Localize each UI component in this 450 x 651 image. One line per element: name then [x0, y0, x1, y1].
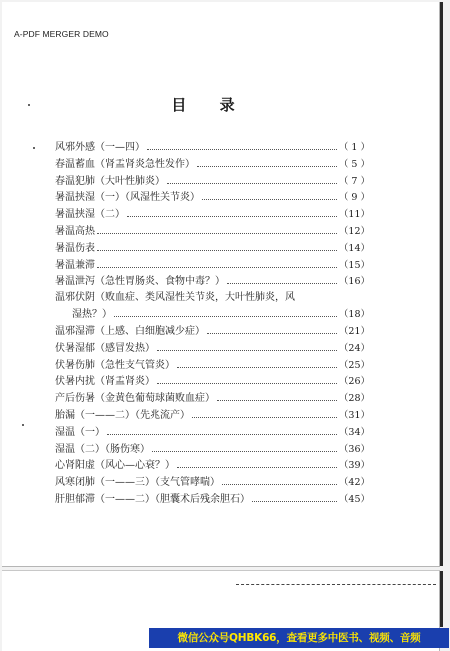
- leader-dots: [207, 325, 337, 334]
- toc-entry: [55, 208, 370, 225]
- toc-entry: [55, 225, 370, 242]
- toc-entry: [55, 359, 370, 376]
- toc-entry-page: （12）: [338, 225, 370, 237]
- toc-entry: [55, 141, 370, 158]
- toc-entry-page: （ 9 ）: [338, 192, 370, 204]
- watermark-text: A-PDF MERGER DEMO: [14, 29, 109, 39]
- toc-entry: [55, 375, 370, 392]
- toc-entry-title: 心肾阳虚（风心—心衰？）: [55, 460, 175, 472]
- toc-entry-page: （36）: [338, 443, 370, 455]
- page-edge-bar: [440, 2, 443, 566]
- leader-dots: [114, 308, 337, 317]
- toc-entry-title: 伏暑湿郁（感冒发热）: [55, 342, 155, 354]
- toc-entry-page: （39）: [338, 460, 370, 472]
- toc-entry-title: 产后伤暑（金黄色葡萄球菌败血症）: [55, 393, 215, 405]
- toc-entry-page: （25）: [338, 359, 370, 371]
- leader-dots: [107, 426, 337, 435]
- toc-entry-title: 湿温（一）: [55, 426, 105, 438]
- toc-entry: [55, 175, 370, 192]
- toc-entry-title: 暑温挟湿（二）: [55, 209, 125, 221]
- toc-entry-page: （26）: [338, 376, 370, 388]
- toc-entry-page: （11）: [338, 209, 370, 221]
- toc-entry: [55, 409, 370, 426]
- toc-entry: [55, 392, 370, 409]
- toc-entry: [55, 158, 370, 175]
- toc-entry: [55, 476, 370, 493]
- leader-dots: [252, 493, 337, 502]
- toc-entry-title: 温邪伏阴（败血症、类风湿性关节炎，大叶性肺炎，风: [55, 292, 295, 304]
- toc-entry-title: 暑温挟湿（一）（风湿性关节炎）: [55, 192, 200, 204]
- page-edge-bar-lower: [440, 571, 443, 627]
- toc-title: 目 录: [171, 96, 249, 114]
- leader-dots: [192, 409, 337, 418]
- scan-speck: [33, 147, 35, 149]
- toc-entry-page: （14）: [338, 242, 370, 254]
- leader-dots: [147, 141, 337, 150]
- leader-dots: [97, 259, 337, 268]
- toc-entry-page: （16）: [338, 276, 370, 288]
- leader-dots: [197, 158, 337, 167]
- toc-entry: [55, 275, 370, 292]
- toc-entry-page: （34）: [338, 426, 370, 438]
- leader-dots: [227, 275, 337, 284]
- toc-entry: [55, 242, 370, 259]
- table-of-contents: [55, 141, 370, 510]
- toc-entry-title: 伏暑内扰（肾盂肾炎）: [55, 376, 155, 388]
- leader-dots: [202, 191, 337, 200]
- toc-entry-title: 胎漏（一——二）（先兆流产）: [55, 409, 190, 421]
- toc-entry-page: （ 5 ）: [338, 158, 370, 170]
- scan-speck: [22, 424, 24, 426]
- toc-entry-page: （31）: [338, 409, 370, 421]
- toc-entry: [55, 191, 370, 208]
- leader-dots: [157, 375, 337, 384]
- toc-entry-page: （24）: [338, 342, 370, 354]
- leader-dots: [97, 225, 337, 234]
- toc-entry: [55, 443, 370, 460]
- toc-entry-title-cont: 湿热？）: [72, 309, 112, 321]
- leader-dots: [127, 208, 337, 217]
- leader-dots: [177, 359, 337, 368]
- dashed-divider: [236, 584, 436, 585]
- toc-entry-title: 暑温高热: [55, 225, 95, 237]
- toc-entry-page: （21）: [338, 325, 370, 337]
- leader-dots: [152, 443, 337, 452]
- toc-entry-page: （ 1 ）: [338, 142, 370, 153]
- toc-entry-title: 春温蓄血（肾盂肾炎急性发作）: [55, 158, 195, 170]
- toc-entry-title: 湿温（二）（肠伤寒）: [55, 443, 150, 455]
- toc-entry-page: （28）: [338, 393, 370, 405]
- toc-entry-title: 暑温兼滞: [55, 259, 95, 271]
- toc-entry-title: 暑温伤表: [55, 242, 95, 254]
- leader-dots: [222, 476, 337, 485]
- toc-entry: [55, 493, 370, 510]
- toc-entry-title: 温邪湿滞（上感、白细胞减少症）: [55, 325, 205, 337]
- toc-entry-page: （15）: [338, 259, 370, 271]
- leader-dots: [97, 242, 337, 251]
- toc-entry: [55, 292, 370, 325]
- toc-entry-title: 春温犯肺（大叶性肺炎）: [55, 175, 165, 187]
- toc-entry-title: 暑温泄泻（急性胃肠炎、食物中毒？）: [55, 276, 225, 288]
- toc-entry-title: 伏暑伤肺（急性支气管炎）: [55, 359, 175, 371]
- toc-entry-page: （42）: [338, 477, 370, 489]
- scan-speck: [28, 104, 30, 106]
- toc-entry-title: 风寒闭肺（一——三）（支气管哮喘）: [55, 477, 220, 489]
- leader-dots: [167, 175, 337, 184]
- leader-dots: [177, 459, 337, 468]
- toc-entry-title: 肝胆郁滞（一——二）（胆囊术后残余胆石）: [55, 493, 250, 505]
- toc-entry-page: （ 7 ）: [338, 175, 370, 187]
- toc-entry-title: 风邪外感（一—四）: [55, 142, 145, 153]
- toc-entry: [55, 342, 370, 359]
- toc-entry-page: （45）: [338, 493, 370, 505]
- toc-entry: [55, 459, 370, 476]
- toc-entry-page: （18）: [338, 309, 370, 321]
- toc-entry: [55, 426, 370, 443]
- toc-entry-continuation: [55, 308, 370, 325]
- toc-entry: [55, 325, 370, 342]
- leader-dots: [157, 342, 337, 351]
- leader-dots: [217, 392, 337, 401]
- promo-banner: 微信公众号QHBK66，查看更多中医书、视频、音频: [149, 628, 449, 648]
- toc-entry: [55, 259, 370, 276]
